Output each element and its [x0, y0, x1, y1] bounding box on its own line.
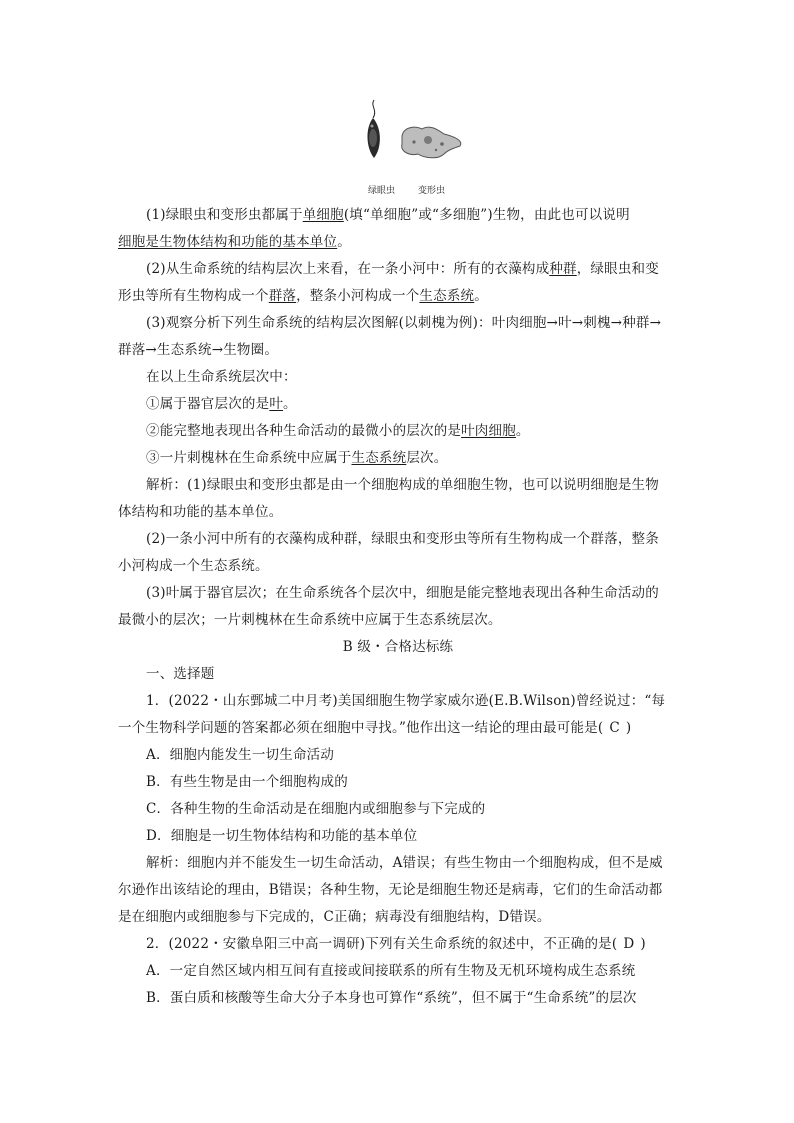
q3-line1: (3)观察分析下列生命系统的结构层次图解(以刺槐为例)：叶肉细胞→叶→刺槐→种群→ [146, 315, 662, 331]
text: 一个生物科学问题的答案都必须在细胞中寻找。”他作出这一结论的理由最可能是( [118, 720, 604, 736]
organism-figure [352, 96, 472, 196]
analysis-line1: 解析：(1)绿眼虫和变形虫都是由一个细胞构成的单细胞生物，也可以说明细胞是生物 [146, 477, 659, 493]
answer-underlined: 叶肉细胞 [461, 423, 516, 439]
text: 。 [515, 423, 530, 439]
q3-item3 [146, 449, 678, 467]
item1-option-c: C．各种生物的生命活动是在细胞内或细胞参与下完成的 [146, 801, 486, 817]
analysis-line5: (3)叶属于器官层次；在生命系统各个层次中，细胞是能完整地表现出各种生命活动的 [146, 585, 659, 601]
answer-letter: C [609, 720, 620, 736]
text: 。 [337, 234, 351, 250]
item1-analysis2: 尔逊作出该结论的理由，B错误；各种生物，无论是细胞生物还是病毒，它们的生命活动都 [118, 882, 663, 898]
text: ) [640, 936, 646, 952]
answer-underlined: 群落 [268, 288, 297, 304]
text: ①属于器官层次的是 [146, 396, 270, 412]
caption-euglena: 绿眼虫 [368, 186, 396, 196]
item1-analysis1: 解析：细胞内并不能发生一切生命活动，A错误；有些生物由一个细胞构成，但不是威 [146, 855, 663, 871]
text: ，绿眼虫和变 [576, 261, 659, 277]
q3-item2 [146, 422, 678, 440]
q3-item1 [146, 395, 678, 413]
q1-line2 [118, 233, 678, 251]
q2-line1 [146, 260, 678, 278]
text: (1)绿眼虫和变形虫都属于 [146, 207, 303, 223]
item2-line1 [146, 935, 678, 953]
euglena-amoeba-illustration [352, 96, 472, 196]
item2-option-a: A．一定自然区域内相互间有直接或间接联系的所有生物及无机环境构成生态系统 [146, 963, 636, 979]
answer-letter: D [623, 936, 635, 952]
text: 。 [474, 288, 488, 304]
q1-line1 [146, 206, 678, 224]
answer-underlined: 叶 [269, 396, 284, 412]
item1-option-a: A．细胞内能发生一切生命活动 [146, 747, 335, 763]
text: (2)从生命系统的结构层次上来看，在一条小河中：所有的衣藻构成 [146, 261, 550, 277]
item1-option-b: B．有些生物是由一个细胞构成的 [146, 774, 348, 790]
item2-option-b: B．蛋白质和核酸等生命大分子本身也可算作“系统”，但不属于“生命系统”的层次 [146, 990, 637, 1006]
caption-amoeba: 变形虫 [418, 186, 446, 196]
item1-line1: 1．(2022・山东鄄城二中月考)美国细胞生物学家威尔逊(E.B.Wilson)曾经说过：“每 [146, 693, 666, 709]
answer-underlined: 生态系统 [419, 288, 475, 304]
q3-line2: 群落→生态系统→生物圈。 [118, 342, 279, 358]
text: (填“单细胞”或“多细胞”)生物，由此也可以说明 [343, 207, 630, 223]
item1-analysis3: 是在细胞内或细胞参与下完成的，C正确；病毒没有细胞结构，D错误。 [118, 909, 551, 925]
analysis-line2: 体结构和功能的基本单位。 [118, 504, 283, 520]
q3-line3: 在以上生命系统层次中： [146, 369, 297, 385]
analysis-line6: 最微小的层次；一片刺槐林在生命系统中应属于生态系统层次。 [118, 612, 502, 628]
text: 形虫等所有生物构成一个 [118, 288, 269, 304]
item1-line2 [118, 719, 678, 737]
text: ) [625, 720, 632, 736]
text: ②能完整地表现出各种生命活动的最微小的层次的是 [146, 423, 462, 439]
section-title: B 级・合格达标练 [342, 639, 454, 655]
text: ，整条小河构成一个 [296, 288, 420, 304]
item1-option-d: D．细胞是一切生物体结构和功能的基本单位 [146, 828, 418, 844]
answer-underlined: 细胞是生物体结构和功能的基本单位 [118, 234, 338, 250]
answer-underlined: 生态系统 [351, 450, 407, 466]
q2-line2 [118, 287, 678, 305]
text: 2．(2022・安徽阜阳三中高一调研)下列有关生命系统的叙述中，不正确的是( [146, 936, 618, 952]
text: 层次。 [406, 450, 448, 466]
subsection-title: 一、选择题 [146, 666, 215, 682]
answer-underlined: 种群 [549, 261, 577, 277]
analysis-line4: 小河构成一个生态系统。 [118, 558, 269, 574]
text: 。 [283, 396, 297, 412]
analysis-line3: (2)一条小河中所有的衣藻构成种群，绿眼虫和变形虫等所有生物构成一个群落，整条 [146, 531, 659, 547]
text: ③一片刺槐林在生命系统中应属于 [146, 450, 352, 466]
answer-underlined: 单细胞 [302, 207, 344, 223]
